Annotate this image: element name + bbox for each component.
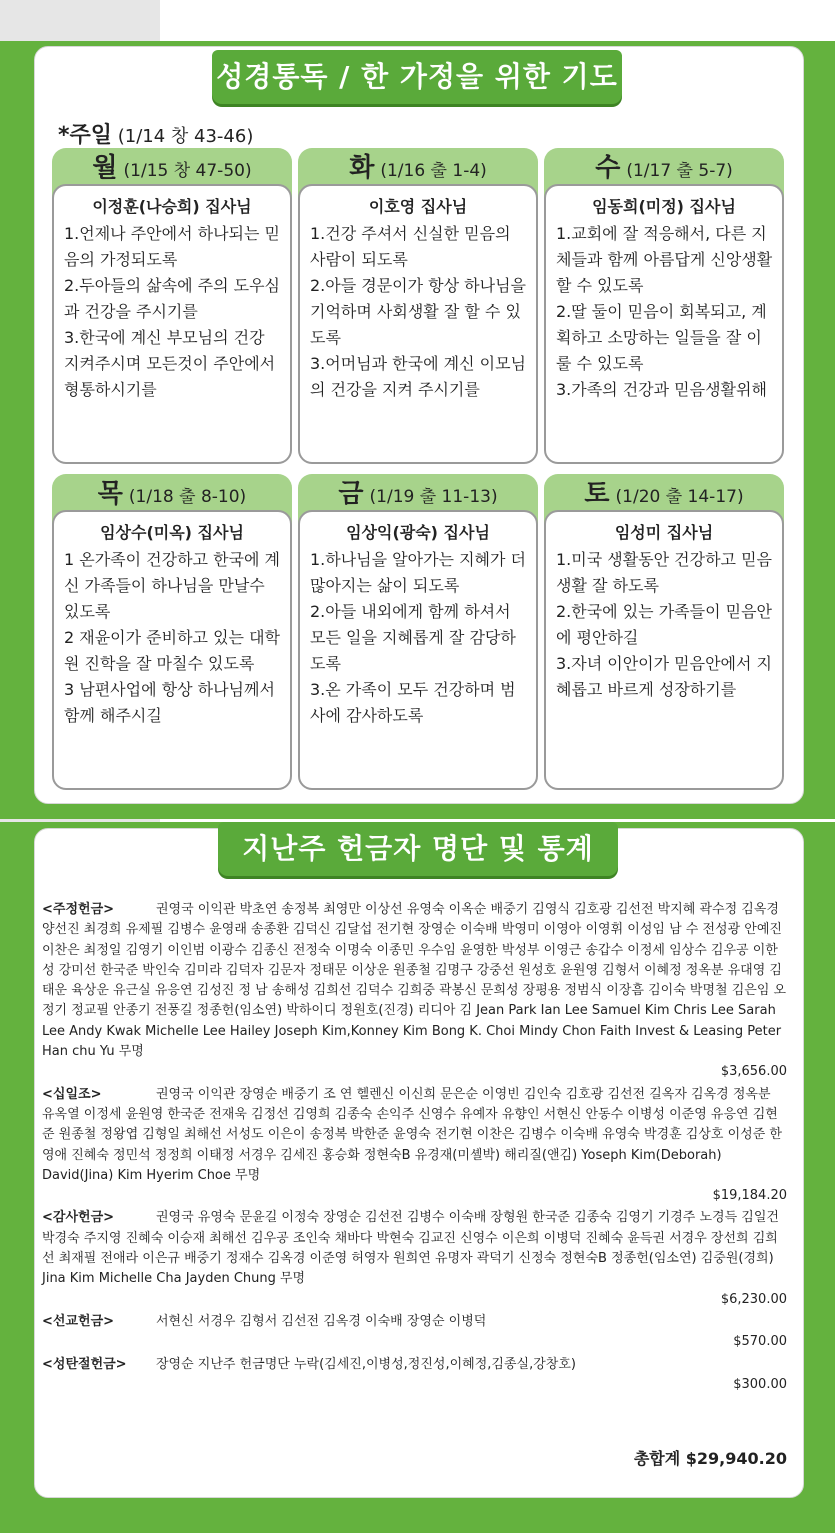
- day-card-wed: [544, 148, 784, 399]
- prayer-item: 2.두아들의 삶속에 주의 도우심과 건강을 주시기를: [64, 276, 280, 321]
- day-card-mon: [52, 148, 292, 399]
- sunday-label: *주일: [58, 123, 113, 148]
- offering-label: <십일조>: [42, 1086, 102, 1102]
- prayer-person: 이호영 집사님: [368, 197, 468, 216]
- prayer-item: 1.건강 주셔서 신실한 믿음의 사람이 되도록: [310, 224, 511, 269]
- prayer-item: 1.교회에 잘 적응해서, 다른 지체들과 함께 아름답게 신앙생활 할 수 있도록: [556, 224, 773, 295]
- offering-names: 권영국 유영숙 문윤길 이정숙 장영순 김선전 김병수 이숙배 장형원 한국준 김종숙 김영기 기경주 노경득 김일건 박경숙 주지영 진혜숙 이승재 최해선 김우공 조인숙 채바다 박현숙 김교진 신영수 이은희 이병덕 진혜숙 윤득권 서경우 장선희 김희선 최재필 전애라 이은규 배중기 정재수 김옥경 이준영 허영자 원희연 유명자 곽덕기 신정숙 정현숙B 정종헌(임소연) 김중원(경희) Jina Kim Michelle Cha Jayden Chung 무명: [42, 1210, 779, 1287]
- prayer-item: 2.딸 둘이 믿음이 회복되고, 계획하고 소망하는 일들을 잘 이룰 수 있도록: [556, 302, 767, 373]
- day-name: 화: [349, 153, 375, 183]
- prayer-item: 1.하나님을 알아가는 지혜가 더 많아지는 삶이 되도록: [310, 550, 526, 595]
- offering-section-title: 지난주 헌금자 명단 및 통계: [218, 822, 618, 876]
- day-ref: (1/16 출 1-4): [380, 161, 487, 181]
- offering-total: [634, 1446, 787, 1469]
- day-body: [298, 510, 538, 790]
- prayer-item: 3.한국에 계신 부모님의 건강 지켜주시며 모든것이 주안에서 형통하시기를: [64, 328, 276, 399]
- prayer-item: 2.아들 경문이가 항상 하나님을 기억하며 사회생활 잘 할 수 있도록: [310, 276, 526, 347]
- prayer-section-title: 성경통독 / 한 가정을 위한 기도: [212, 50, 622, 104]
- prayer-list: [546, 221, 782, 403]
- prayer-item: 1 온가족이 건강하고 한국에 계신 가족들이 하나님을 만날수 있도록: [64, 550, 280, 621]
- prayer-item: 1.언제나 주안에서 하나되는 믿음의 가정되도록: [64, 224, 280, 269]
- offering-names: 장영순 지난주 헌금명단 누락(김세진,이병성,정진성,이혜정,김종실,강창호): [156, 1356, 576, 1372]
- prayer-item: 2.아들 내외에게 함께 하셔서 모든 일을 지혜롭게 잘 감당하도록: [310, 602, 516, 673]
- offering-category: [42, 1312, 787, 1332]
- day-body: [544, 184, 784, 464]
- offering-label: <감사헌금>: [42, 1210, 115, 1226]
- offering-category: [42, 1355, 787, 1375]
- offering-category: [42, 1085, 787, 1186]
- offering-label: <성탄절헌금>: [42, 1356, 127, 1372]
- day-ref: (1/17 출 5-7): [626, 161, 733, 181]
- prayer-item: 3 남편사업에 항상 하나님께서 함께 해주시길: [64, 680, 275, 725]
- offering-amount: $3,656.00: [720, 1064, 787, 1080]
- prayer-item: 2.한국에 있는 가족들이 믿음안에 평안하길: [556, 602, 772, 647]
- offering-category: [42, 1208, 787, 1289]
- prayer-person: 이정훈(나승희) 집사님: [92, 197, 252, 216]
- day-card-thu: [52, 474, 292, 725]
- prayer-list: [300, 221, 536, 403]
- day-name: 금: [338, 479, 364, 509]
- day-card-tue: [298, 148, 538, 399]
- total-label: 총합계: [633, 1449, 681, 1468]
- day-name: 토: [584, 479, 610, 509]
- day-body: [544, 510, 784, 790]
- prayer-item: 3.자녀 이안이가 믿음안에서 지혜롭고 바르게 성장하기를: [556, 654, 772, 699]
- prayer-list: [300, 547, 536, 729]
- prayer-person: 임상익(광숙) 집사님: [346, 523, 490, 542]
- prayer-person: 임동희(미정) 집사님: [592, 197, 736, 216]
- prayer-list: [54, 547, 290, 729]
- day-body: [52, 510, 292, 790]
- offering-label: <주정헌금>: [42, 902, 115, 917]
- day-body: [298, 184, 538, 464]
- prayer-list: [546, 547, 782, 703]
- prayer-item: 1.미국 생활동안 건강하고 믿음 생활 잘 하도록: [556, 550, 772, 595]
- day-ref: (1/18 출 8-10): [128, 487, 247, 507]
- day-name: 목: [97, 479, 123, 509]
- day-card-fri: [298, 474, 538, 725]
- offering-amount: $570.00: [733, 1334, 787, 1350]
- offering-names: 서현신 서경우 김형서 김선전 김옥경 이숙배 장영순 이병덕: [156, 1313, 487, 1329]
- day-ref: (1/20 출 14-17): [615, 487, 744, 507]
- sunday-reading: [58, 118, 253, 149]
- prayer-list: [54, 221, 290, 403]
- prayer-person: 임성미 집사님: [614, 523, 714, 542]
- offering-category: [42, 900, 787, 1062]
- day-ref: (1/19 출 11-13): [369, 487, 498, 507]
- offering-names: 권영국 이익관 박초연 송정복 최영만 이상선 유영숙 이옥순 배중기 김영식 김호광 김선전 박지혜 곽수정 김옥경 양선진 최경희 유제필 김병수 윤영래 송종환 김덕신 김달섭 전기현 장영순 이숙배 박영미 이영아 이영휘 이성임 남 수 전성광 안예진 이찬은 최정일 김영기 이인범 이광수 김종신 전정숙 이명숙 이종민 우수임 윤영한 박성부 이영근 송갑수 이정세 임상수 김우공 이한성 강미선 한국준 박인숙 김미라 김덕자 김문자 정태문 이상운 원종철 김명구 강중선 원성호 윤원영 김형서 이혜정 정옥분 유대영 김태운 육상운 유근실 유응연 김성진 정 남 송해성 김희선 김덕수 김희중 곽봉신 문희성 장평용 정범식 이장흠 김이숙 박명철 김은임 오정기 정교필 안종기 전풍길 정종헌(임소연) 박하이디 정원호(진경) 리디아 김 Jean Park Ian Lee Samuel Kim Chris Lee Sarah Lee Andy Kwak Michelle Lee Hailey Joseph Kim,Konney Kim Bong K. Choi Mindy Chon Faith Invest & Leasing Peter Han chu Yu 무명: [42, 902, 787, 1060]
- prayer-item: 3.어머님과 한국에 계신 이모님의 건강을 지켜 주시기를: [310, 354, 526, 399]
- day-ref: (1/15 창 47-50): [123, 161, 252, 181]
- prayer-item: 3.온 가족이 모두 건강하며 범사에 감사하도록: [310, 680, 516, 725]
- day-card-sat: [544, 474, 784, 699]
- day-name: 수: [595, 153, 621, 183]
- day-name: 월: [92, 153, 118, 183]
- total-amount: $29,940.20: [685, 1449, 787, 1468]
- offering-list: [42, 900, 787, 1397]
- offering-amount: $6,230.00: [720, 1291, 787, 1307]
- prayer-person: 임상수(미옥) 집사님: [100, 523, 244, 542]
- sunday-ref: (1/14 창 43-46): [117, 126, 254, 147]
- offering-label: <선교헌금>: [42, 1313, 115, 1329]
- prayer-item: 2 재윤이가 준비하고 있는 대학원 진학을 잘 마칠수 있도록: [64, 628, 280, 673]
- prayer-item: 3.가족의 건강과 믿음생활위해: [556, 380, 767, 399]
- offering-amount: $300.00: [733, 1376, 787, 1392]
- day-body: [52, 184, 292, 464]
- offering-amount: $19,184.20: [712, 1188, 787, 1204]
- offering-names: 권영국 이익관 장영순 배중기 조 연 헬렌신 이신희 문은순 이영빈 김인숙 김호광 김선전 길옥자 김옥경 정옥분 유옥열 이정세 윤원영 한국준 전재욱 김정선 김영희 김종숙 손익주 신영수 유예자 유향인 서현신 안동수 이병성 이준영 유응연 김현준 원종철 정왕엽 김형일 최해선 서성도 이은이 송정복 박한준 윤영숙 전기현 이찬은 김병수 이숙배 유영숙 박경훈 김상호 이성준 한영애 진혜숙 정민석 정정희 이태정 서경우 김세진 홍승화 정현숙B 유경재(미셸박) 해리질(앤김) Yoseph Kim(Deborah) David(Jina) Kim Hyerim Choe 무명: [42, 1086, 782, 1183]
